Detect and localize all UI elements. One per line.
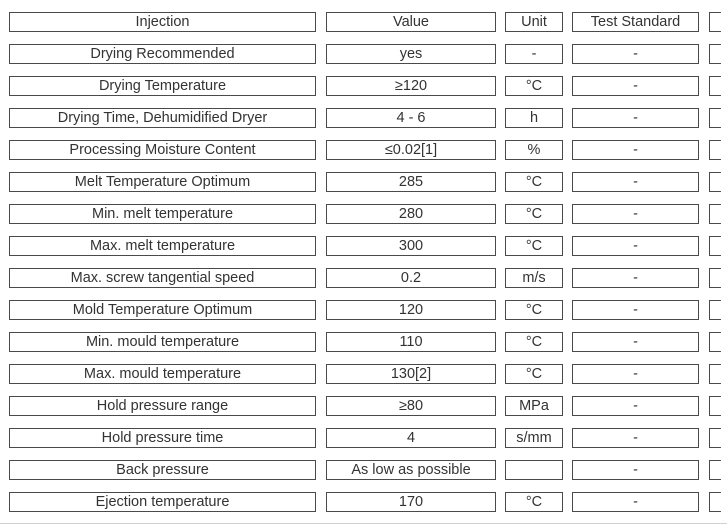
- row-test-standard: -: [572, 332, 699, 352]
- row-unit: °C: [505, 204, 563, 224]
- row-value: 300: [326, 236, 496, 256]
- table-row: [0, 38, 727, 70]
- row-property-name: Ejection temperature: [9, 492, 316, 512]
- row-property-name: Melt Temperature Optimum: [9, 172, 316, 192]
- table-edge-cell: [709, 332, 721, 352]
- header-unit: Unit: [505, 12, 563, 32]
- row-test-standard: -: [572, 428, 699, 448]
- row-test-standard: -: [572, 108, 699, 128]
- row-property-name: Drying Temperature: [9, 76, 316, 96]
- row-unit: °C: [505, 236, 563, 256]
- table-row: [0, 198, 727, 230]
- row-value: 130[2]: [326, 364, 496, 384]
- row-value: 110: [326, 332, 496, 352]
- row-unit: °C: [505, 492, 563, 512]
- row-test-standard: -: [572, 396, 699, 416]
- row-test-standard: -: [572, 76, 699, 96]
- row-unit: -: [505, 44, 563, 64]
- row-value: ≥120: [326, 76, 496, 96]
- table-edge-cell: [709, 140, 721, 160]
- table-edge-cell: [709, 76, 721, 96]
- header-test-standard: Test Standard: [572, 12, 699, 32]
- row-unit: s/mm: [505, 428, 563, 448]
- row-value: 4: [326, 428, 496, 448]
- row-unit: °C: [505, 332, 563, 352]
- table-row: [0, 230, 727, 262]
- table-row: [0, 486, 727, 518]
- row-value: 170: [326, 492, 496, 512]
- table-edge-cell: [709, 268, 721, 288]
- table-row: [0, 262, 727, 294]
- table-edge-cell: [709, 492, 721, 512]
- table-edge-cell: [709, 460, 721, 480]
- row-unit: MPa: [505, 396, 563, 416]
- row-test-standard: -: [572, 172, 699, 192]
- row-value: 4 - 6: [326, 108, 496, 128]
- row-property-name: Mold Temperature Optimum: [9, 300, 316, 320]
- row-unit: h: [505, 108, 563, 128]
- header-injection: Injection: [9, 12, 316, 32]
- bottom-divider: [0, 523, 727, 524]
- row-property-name: Min. melt temperature: [9, 204, 316, 224]
- row-property-name: Hold pressure time: [9, 428, 316, 448]
- row-property-name: Max. melt temperature: [9, 236, 316, 256]
- table-edge-cell: [709, 172, 721, 192]
- row-unit: °C: [505, 172, 563, 192]
- table-edge-cell: [709, 300, 721, 320]
- row-test-standard: -: [572, 204, 699, 224]
- table-row: [0, 134, 727, 166]
- row-value: As low as possible: [326, 460, 496, 480]
- table-row: [0, 454, 727, 486]
- row-value: ≤0.02[1]: [326, 140, 496, 160]
- table-row: [0, 294, 727, 326]
- table-edge-cell: [709, 236, 721, 256]
- table-edge-cell: [709, 44, 721, 64]
- table-edge-cell: [709, 204, 721, 224]
- row-property-name: Processing Moisture Content: [9, 140, 316, 160]
- row-test-standard: -: [572, 364, 699, 384]
- row-value: 285: [326, 172, 496, 192]
- table-header-row: [0, 6, 727, 38]
- row-property-name: Max. mould temperature: [9, 364, 316, 384]
- row-property-name: Drying Time, Dehumidified Dryer: [9, 108, 316, 128]
- table-row: [0, 422, 727, 454]
- table-edge-cell: [709, 364, 721, 384]
- row-value: 0.2: [326, 268, 496, 288]
- row-unit: [505, 460, 563, 480]
- table-row: [0, 390, 727, 422]
- row-test-standard: -: [572, 300, 699, 320]
- row-property-name: Hold pressure range: [9, 396, 316, 416]
- row-test-standard: -: [572, 492, 699, 512]
- row-test-standard: -: [572, 44, 699, 64]
- row-property-name: Drying Recommended: [9, 44, 316, 64]
- row-test-standard: -: [572, 460, 699, 480]
- row-unit: %: [505, 140, 563, 160]
- row-unit: m/s: [505, 268, 563, 288]
- row-value: yes: [326, 44, 496, 64]
- table-row: [0, 70, 727, 102]
- row-property-name: Min. mould temperature: [9, 332, 316, 352]
- row-value: 280: [326, 204, 496, 224]
- table-edge-cell: [709, 12, 721, 32]
- row-unit: °C: [505, 364, 563, 384]
- table-row: [0, 166, 727, 198]
- table-edge-cell: [709, 108, 721, 128]
- table-edge-cell: [709, 428, 721, 448]
- row-test-standard: -: [572, 268, 699, 288]
- row-test-standard: -: [572, 236, 699, 256]
- row-unit: °C: [505, 300, 563, 320]
- row-value: ≥80: [326, 396, 496, 416]
- row-property-name: Back pressure: [9, 460, 316, 480]
- table-row: [0, 102, 727, 134]
- table-edge-cell: [709, 396, 721, 416]
- table-row: [0, 326, 727, 358]
- table-row: [0, 358, 727, 390]
- header-value: Value: [326, 12, 496, 32]
- row-value: 120: [326, 300, 496, 320]
- row-test-standard: -: [572, 140, 699, 160]
- row-unit: °C: [505, 76, 563, 96]
- row-property-name: Max. screw tangential speed: [9, 268, 316, 288]
